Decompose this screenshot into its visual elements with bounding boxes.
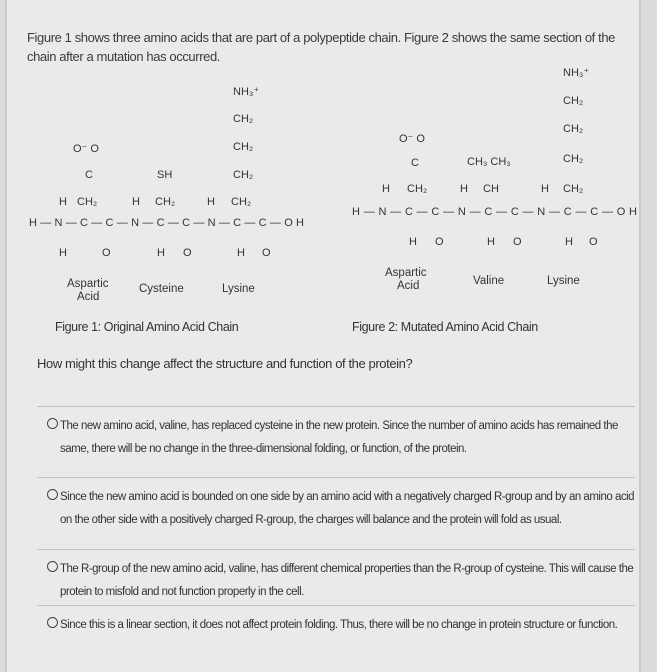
fig1-top: CH₂ xyxy=(155,196,176,208)
fig1-lys: CH₂ xyxy=(233,141,254,153)
fig1-bottom: O xyxy=(102,247,111,259)
fig1-lys: CH₂ xyxy=(233,113,254,125)
fig2-top: H xyxy=(541,183,549,195)
label-lysine: Lysine xyxy=(222,283,255,295)
label-acid: Acid xyxy=(397,280,420,292)
fig2-backbone: H—N—C—C—N—C—C—N—C—C—OH xyxy=(352,206,637,218)
answer-option-1[interactable] xyxy=(37,406,635,461)
fig2-top: CH xyxy=(483,183,499,195)
fig1-lys: CH₂ xyxy=(233,169,254,181)
radio-button[interactable] xyxy=(47,418,58,429)
fig1-bottom: O xyxy=(183,247,192,259)
fig2-lys: CH₂ xyxy=(563,95,584,107)
fig2-bottom: O xyxy=(589,236,598,248)
fig2-bottom: H xyxy=(565,236,573,248)
fig1-asp-c: C xyxy=(85,169,93,181)
fig1-asp-o: O⁻ O xyxy=(73,143,99,155)
fig1-top: H xyxy=(59,196,67,208)
fig1-top: H xyxy=(207,196,215,208)
fig2-top: CH₂ xyxy=(407,183,428,195)
question-text: How might this change affect the structure and function of the protein? xyxy=(37,356,413,371)
fig2-top: H xyxy=(460,183,468,195)
fig2-val-ch3: CH₃ CH₃ xyxy=(467,156,511,168)
worksheet-page xyxy=(5,0,641,672)
option-text: Since the new amino acid is bounded on one side by an amino acid with a negatively charged R-group and by an amino acid on the other side with a positively charged R-group, the charges will balance and the protein will fold as usual. xyxy=(60,491,635,526)
fig2-bottom: O xyxy=(513,236,522,248)
answer-option-4[interactable] xyxy=(37,605,635,637)
label-valine: Valine xyxy=(473,275,505,287)
fig1-top: CH₂ xyxy=(231,196,252,208)
fig1-cys-sh: SH xyxy=(157,169,173,181)
label-aspartic: Aspartic xyxy=(67,278,109,290)
fig1-bottom: H xyxy=(237,247,245,259)
fig1-top: CH₂ xyxy=(77,196,98,208)
label-acid: Acid xyxy=(77,291,100,303)
fig2-asp-o: O⁻ O xyxy=(399,133,425,145)
radio-button[interactable] xyxy=(47,561,58,572)
label-lysine: Lysine xyxy=(547,275,580,287)
fig2-top: CH₂ xyxy=(563,183,584,195)
fig2-lys-nh3: NH₃⁺ xyxy=(563,67,590,79)
label-aspartic: Aspartic xyxy=(385,267,427,279)
option-text: The new amino acid, valine, has replaced cysteine in the new protein. Since the number of amino acids has remained the same, there will be no change in the three-dimensional folding, or function, of the protein. xyxy=(60,420,618,455)
fig2-asp-c: C xyxy=(411,157,419,169)
figure-1-caption: Figure 1: Original Amino Acid Chain xyxy=(55,320,239,334)
answer-option-3[interactable] xyxy=(37,549,635,604)
figure-1-structure xyxy=(29,86,304,303)
option-text: The R-group of the new amino acid, valine, has different chemical properties than the R-group of cysteine. This will cause the protein to misfold and not function properly in the cell. xyxy=(60,563,634,598)
figure-2-caption: Figure 2: Mutated Amino Acid Chain xyxy=(352,320,538,334)
fig1-backbone: H—N—C—C—N—C—C—N—C—C—OH xyxy=(29,217,304,229)
fig1-bottom: H xyxy=(157,247,165,259)
radio-button[interactable] xyxy=(47,489,58,500)
figure-2-structure xyxy=(352,67,637,292)
fig1-lys-nh3: NH₃⁺ xyxy=(233,86,260,98)
amino-acid-figures xyxy=(7,0,639,320)
fig1-top: H xyxy=(132,196,140,208)
fig2-bottom: H xyxy=(409,236,417,248)
fig2-top: H xyxy=(382,183,390,195)
fig2-bottom: H xyxy=(487,236,495,248)
radio-button[interactable] xyxy=(47,617,58,628)
fig1-bottom: H xyxy=(59,247,67,259)
option-text: Since this is a linear section, it does not affect protein folding. Thus, there will be no change in protein structure or function. xyxy=(60,619,618,631)
fig2-lys: CH₂ xyxy=(563,153,584,165)
fig1-bottom: O xyxy=(262,247,271,259)
fig2-bottom: O xyxy=(435,236,444,248)
answer-option-2[interactable] xyxy=(37,477,635,532)
label-cysteine: Cysteine xyxy=(139,283,184,295)
intro-text: Figure 1 shows three amino acids that are part of a polypeptide chain. Figure 2 shows the same section of the chain after a mutation has occurred. xyxy=(27,30,615,64)
fig2-lys: CH₂ xyxy=(563,123,584,135)
